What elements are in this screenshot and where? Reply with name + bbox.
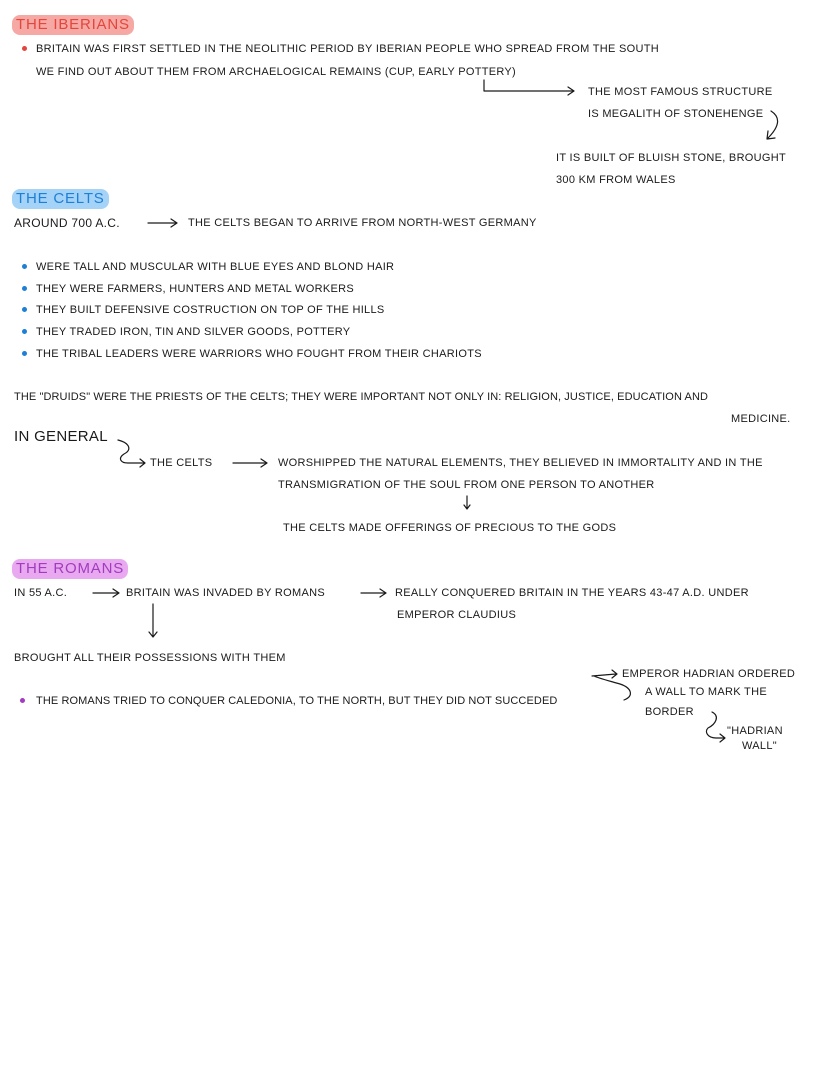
general-text-3: THE CELTS MADE OFFERINGS OF PRECIOUS TO THE GODS (283, 522, 617, 534)
celts-bullet: THEY TRADED IRON, TIN AND SILVER GOODS, POTTERY (36, 326, 351, 338)
romans-date: IN 55 A.C. (14, 587, 68, 599)
bullet-dot (20, 698, 25, 703)
general-text-1: WORSHIPPED THE NATURAL ELEMENTS, THEY BELIEVED IN IMMORTALITY AND IN THE (278, 457, 763, 469)
romans-conquered-2: EMPEROR CLAUDIUS (397, 609, 517, 621)
romans-brought: BROUGHT ALL THEIR POSSESSIONS WITH THEM (14, 652, 286, 664)
iberians-note-2: IS MEGALITH OF STONEHENGE (588, 108, 764, 120)
iberians-note-1: THE MOST FAMOUS STRUCTURE (588, 86, 773, 98)
arrow-down-icon (149, 604, 157, 637)
romans-bullet: THE ROMANS TRIED TO CONQUER CALEDONIA, TO THE NORTH, BUT THEY DID NOT SUCCEDED (36, 695, 558, 707)
druids-line-2: MEDICINE. (731, 413, 791, 425)
romans-invaded: BRITAIN WAS INVADED BY ROMANS (126, 587, 325, 599)
celts-bullet: THEY WERE FARMERS, HUNTERS AND METAL WORKERS (36, 283, 354, 295)
celts-bullet: WERE TALL AND MUSCULAR WITH BLUE EYES AND BLOND HAIR (36, 261, 395, 273)
general-text-2: TRANSMIGRATION OF THE SOUL FROM ONE PERSON TO ANOTHER (278, 479, 655, 491)
iberians-line-1: BRITAIN WAS FIRST SETTLED IN THE NEOLITHIC PERIOD BY IBERIAN PEOPLE WHO SPREAD FROM THE SOUTH (36, 43, 660, 55)
section-title-celts: THE CELTS (12, 189, 109, 209)
hadrian-line-3: BORDER (645, 706, 694, 718)
hadrian-line-1: EMPEROR HADRIAN ORDERED (622, 668, 796, 680)
romans-conquered-1: REALLY CONQUERED BRITAIN IN THE YEARS 43-47 A.D. UNDER (395, 587, 749, 599)
hadrian-wall-2: WALL" (742, 740, 777, 752)
hadrian-wall-1: "HADRIAN (727, 725, 783, 737)
iberians-line-2: WE FIND OUT ABOUT THEM FROM ARCHAELOGICAL REMAINS (CUP, EARLY POTTERY) (36, 66, 517, 78)
iberians-note-3: IT IS BUILT OF BLUISH STONE, BROUGHT (556, 152, 787, 164)
general-subject: THE CELTS (150, 457, 213, 469)
iberians-note-4: 300 KM FROM WALES (556, 174, 676, 186)
celts-arrival-date: AROUND 700 A.C. (14, 216, 120, 230)
arrow-right-icon (361, 589, 386, 597)
section-title-romans: THE ROMANS (12, 559, 128, 579)
celts-arrival-text: THE CELTS BEGAN TO ARRIVE FROM NORTH-WEST GERMANY (188, 217, 537, 229)
section-title-iberians: THE IBERIANS (12, 15, 134, 35)
druids-line: THE "DRUIDS" WERE THE PRIESTS OF THE CELTS; THEY WERE IMPORTANT NOT ONLY IN: RELIGION, JUSTICE, EDUCATION AND (14, 391, 709, 403)
celts-bullet: THEY BUILT DEFENSIVE COSTRUCTION ON TOP OF THE HILLS (36, 304, 385, 316)
in-general-label: IN GENERAL (14, 428, 108, 445)
arrow-right-icon (93, 589, 119, 597)
curved-arrow-icon (706, 712, 725, 742)
hadrian-line-2: A WALL TO MARK THE (645, 686, 767, 698)
celts-bullet: THE TRIBAL LEADERS WERE WARRIORS WHO FOUGHT FROM THEIR CHARIOTS (36, 348, 482, 360)
